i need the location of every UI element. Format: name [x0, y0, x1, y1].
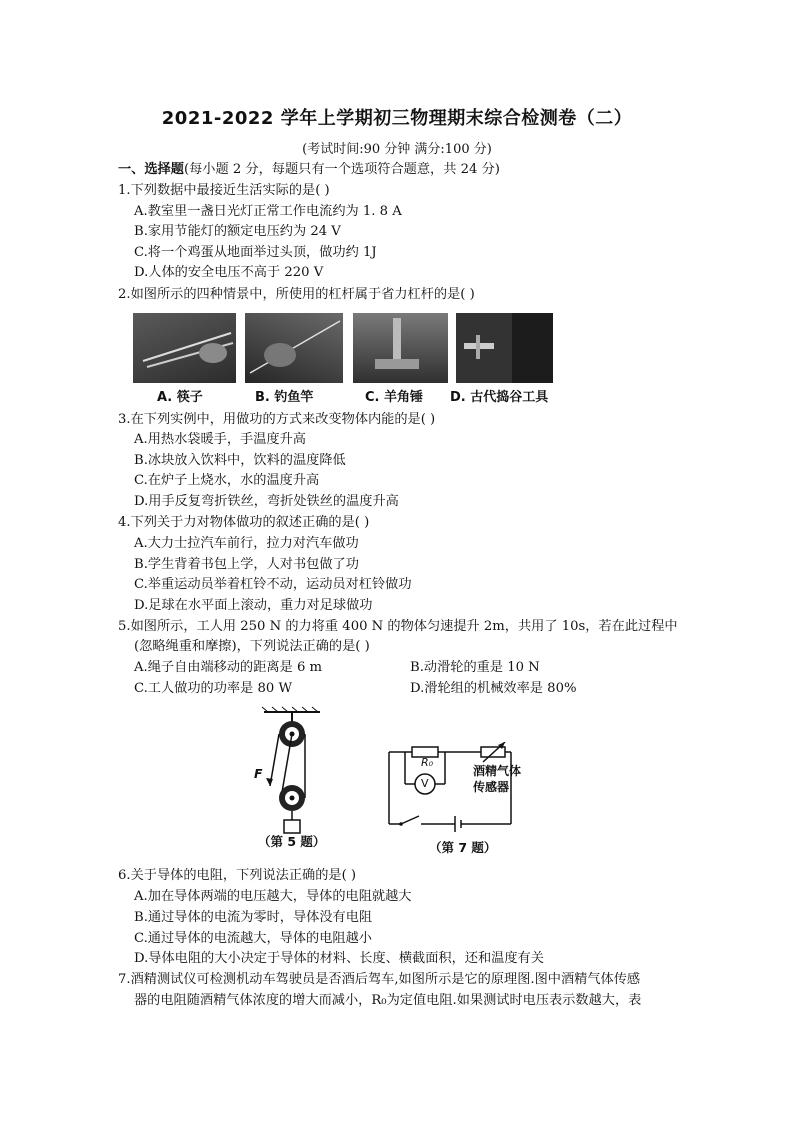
q1-option-a: A.教室里一盏日光灯正常工作电流约为 1. 8 A	[134, 204, 402, 219]
q5-option-a: A.绳子自由端移动的距离是 6 m	[134, 660, 323, 675]
section-desc: (每小题 2 分，每题只有一个选项符合题意，共 24 分)	[183, 162, 500, 177]
q4-option-b: B.学生背着书包上学，人对书包做了功	[134, 557, 359, 572]
exam-subtitle: (考试时间:90 分钟 满分:100 分)	[302, 142, 492, 157]
q7-line2: 器的电阻随酒精气体浓度的增大而减小，R₀为定值电阻.如果测试时电压表示数越大，表	[134, 993, 642, 1008]
q4-option-a: A.大力士拉汽车前行，拉力对汽车做功	[134, 536, 359, 551]
q4-option-d: D.足球在水平面上滚动，重力对足球做功	[134, 598, 373, 613]
q3-option-d: D.用手反复弯折铁丝，弯折处铁丝的温度升高	[134, 494, 399, 509]
q1-option-d: D.人体的安全电压不高于 220 V	[134, 265, 324, 280]
grain-tool-illustration	[456, 313, 553, 383]
q1-option-b: B.家用节能灯的额定电压约为 24 V	[134, 224, 341, 239]
exam-title: 2021-2022 学年上学期初三物理期末综合检测卷（二）	[161, 108, 633, 129]
sensor-label-line2: 传感器	[473, 780, 510, 794]
chopsticks-illustration	[133, 313, 236, 383]
q2-caption-c: C. 羊角锤	[365, 390, 424, 405]
q6-option-c: C.通过导体的电流越大，导体的电阻越小	[134, 931, 372, 946]
chopsticks-photo	[133, 313, 236, 383]
q3-stem: 3.在下列实例中，用做功的方式来改变物体内能的是( )	[118, 412, 436, 427]
circuit-figure	[385, 742, 522, 855]
q6-option-a: A.加在导体两端的电压越大，导体的电阻就越大	[134, 889, 412, 904]
resistor-label: R₀	[421, 756, 434, 769]
section-label: 一、选择题	[118, 162, 184, 177]
fishing-rod-photo	[245, 313, 343, 383]
q2-caption-a: A. 筷子	[157, 390, 203, 405]
q5-stem-continued: (忽略绳重和摩擦)，下列说法正确的是( )	[134, 639, 370, 654]
q2-photo-strip	[133, 313, 553, 403]
q6-stem: 6.关于导体的电阻，下列说法正确的是( )	[118, 868, 357, 883]
q4-option-c: C.举重运动员举着杠铃不动，运动员对杠铃做功	[134, 577, 412, 592]
q5-option-d: D.滑轮组的机械效率是 80%	[410, 681, 577, 696]
q2-caption-b: B. 钓鱼竿	[255, 390, 314, 405]
section-heading	[118, 161, 500, 179]
q4-stem: 4.下列关于力对物体做功的叙述正确的是( )	[118, 515, 370, 530]
claw-hammer-photo	[353, 313, 448, 383]
q3-option-a: A.用热水袋暖手，手温度升高	[134, 432, 306, 447]
q5-stem: 5.如图所示，工人用 250 N 的力将重 400 N 的物体匀速提升 2m，共用了 10s，若在此过程中	[118, 619, 678, 634]
q1-option-c: C.将一个鸡蛋从地面举过头顶，做功约 1J	[134, 245, 377, 260]
pulley-figure	[248, 706, 348, 860]
grain-tool-photo	[456, 313, 553, 383]
q6-option-d: D.导体电阻的大小决定于导体的材料、长度、横截面积，还和温度有关	[134, 951, 544, 966]
sensor-label-line1: 酒精气体	[473, 764, 522, 778]
q1-stem: 1.下列数据中最接近生活实际的是( )	[118, 183, 330, 198]
circuit-caption: （第 7 题）	[429, 840, 497, 855]
q5-option-c: C.工人做功的功率是 80 W	[134, 681, 293, 696]
q2-caption-d: D. 古代捣谷工具	[450, 390, 549, 405]
voltmeter-label: V	[421, 777, 429, 790]
pulley-caption: （第 5 题）	[258, 834, 326, 849]
claw-hammer-illustration	[353, 313, 448, 383]
q6-option-b: B.通过导体的电流为零时，导体没有电阻	[134, 910, 373, 925]
q7-line1: 7.酒精测试仪可检测机动车驾驶员是否酒后驾车,如图所示是它的原理图.图中酒精气体传感	[118, 972, 641, 987]
q3-option-b: B.冰块放入饮料中，饮料的温度降低	[134, 453, 346, 468]
q5-option-b: B.动滑轮的重是 10 N	[410, 660, 540, 675]
q2-stem: 2.如图所示的四种情景中，所使用的杠杆属于省力杠杆的是( )	[118, 287, 475, 302]
pulley-force-label: F	[254, 766, 263, 781]
q3-option-c: C.在炉子上烧水，水的温度升高	[134, 473, 320, 488]
fishing-rod-illustration	[245, 313, 343, 383]
